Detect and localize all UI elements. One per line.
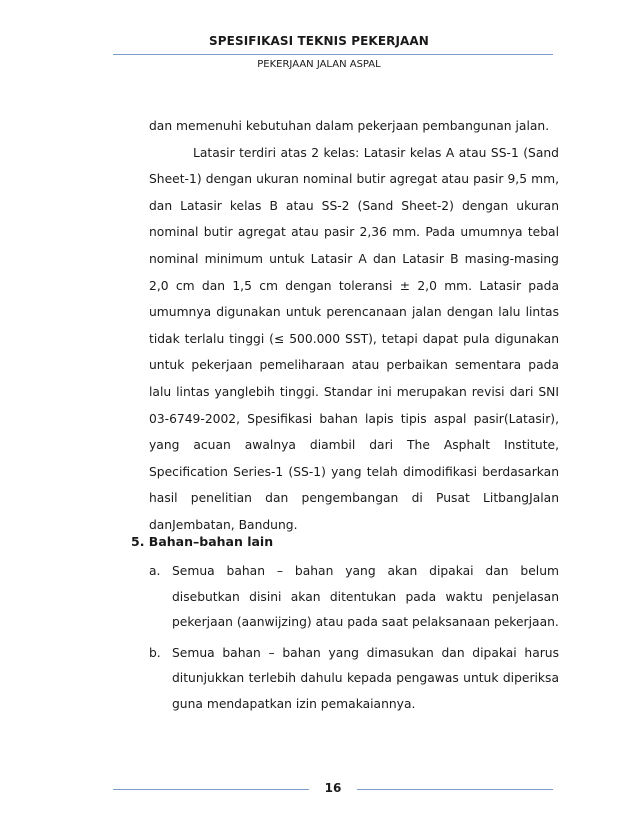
paragraph-continuation: dan memenuhi kebutuhan dalam pekerjaan pembangunan jalan.	[149, 119, 550, 133]
section-heading: 5. Bahan–bahan lain	[131, 534, 274, 549]
page-number: 16	[324, 781, 342, 795]
list-item-text: Semua bahan – bahan yang dimasukan dan dipakai harus ditunjukkan terlebih dahulu kepada pengawas untuk diperiksa guna mendapatkan izin pemakaiannya.	[172, 645, 559, 711]
paragraph-latasir: Latasir terdiri atas 2 kelas: Latasir kelas A atau SS-1 (Sand Sheet-1) dengan ukuran nominal butir agregat atau pasir 9,5 mm, dan Latasir kelas B atau SS-2 (Sand Sheet-2) dengan ukuran nominal butir agregat atau pasir 2,36 mm. Pada umumnya tebal nominal minimum untuk Latasir A dan Latasir B masing-masing 2,0 cm dan 1,5 cm dengan toleransi ± 2,0 mm. Latasir pada umumnya digunakan untuk perencanaan jalan dengan lalu lintas tidak terlalu tinggi (≤ 500.000 SST), tetapi dapat pula digunakan untuk pekerjaan pemeliharaan atau perbaikan sementara pada lalu lintas yanglebih tinggi. Standar ini merupakan revisi dari SNI 03-6749-2002, Spesifikasi bahan lapis tipis aspal pasir(Latasir), yang acuan awalnya diambil dari The Asphalt Institute, Specification Series-1 (SS-1) yang telah dimodifikasi berdasarkan hasil penelitian dan pengembangan di Pusat LitbangJalan danJembatan, Bandung.	[149, 145, 559, 532]
body-text	[149, 113, 559, 539]
document-header-subtitle: PEKERJAAN JALAN ASPAL	[257, 59, 381, 70]
list-item-text: Semua bahan – bahan yang akan dipakai dan belum disebutkan disini akan ditentukan pada waktu penjelasan pekerjaan (aanwijzing) atau pada saat pelaksanaan pekerjaan.	[172, 564, 559, 629]
list-marker: b.	[149, 645, 161, 660]
list-item	[149, 641, 559, 718]
document-header-title: SPESIFIKASI TEKNIS PEKERJAAN	[209, 34, 429, 48]
materials-list	[149, 559, 559, 722]
list-marker: a.	[149, 564, 161, 578]
footer-divider-right	[357, 789, 553, 790]
list-item	[149, 559, 559, 636]
header-divider	[113, 54, 553, 55]
footer-divider-left	[113, 789, 309, 790]
